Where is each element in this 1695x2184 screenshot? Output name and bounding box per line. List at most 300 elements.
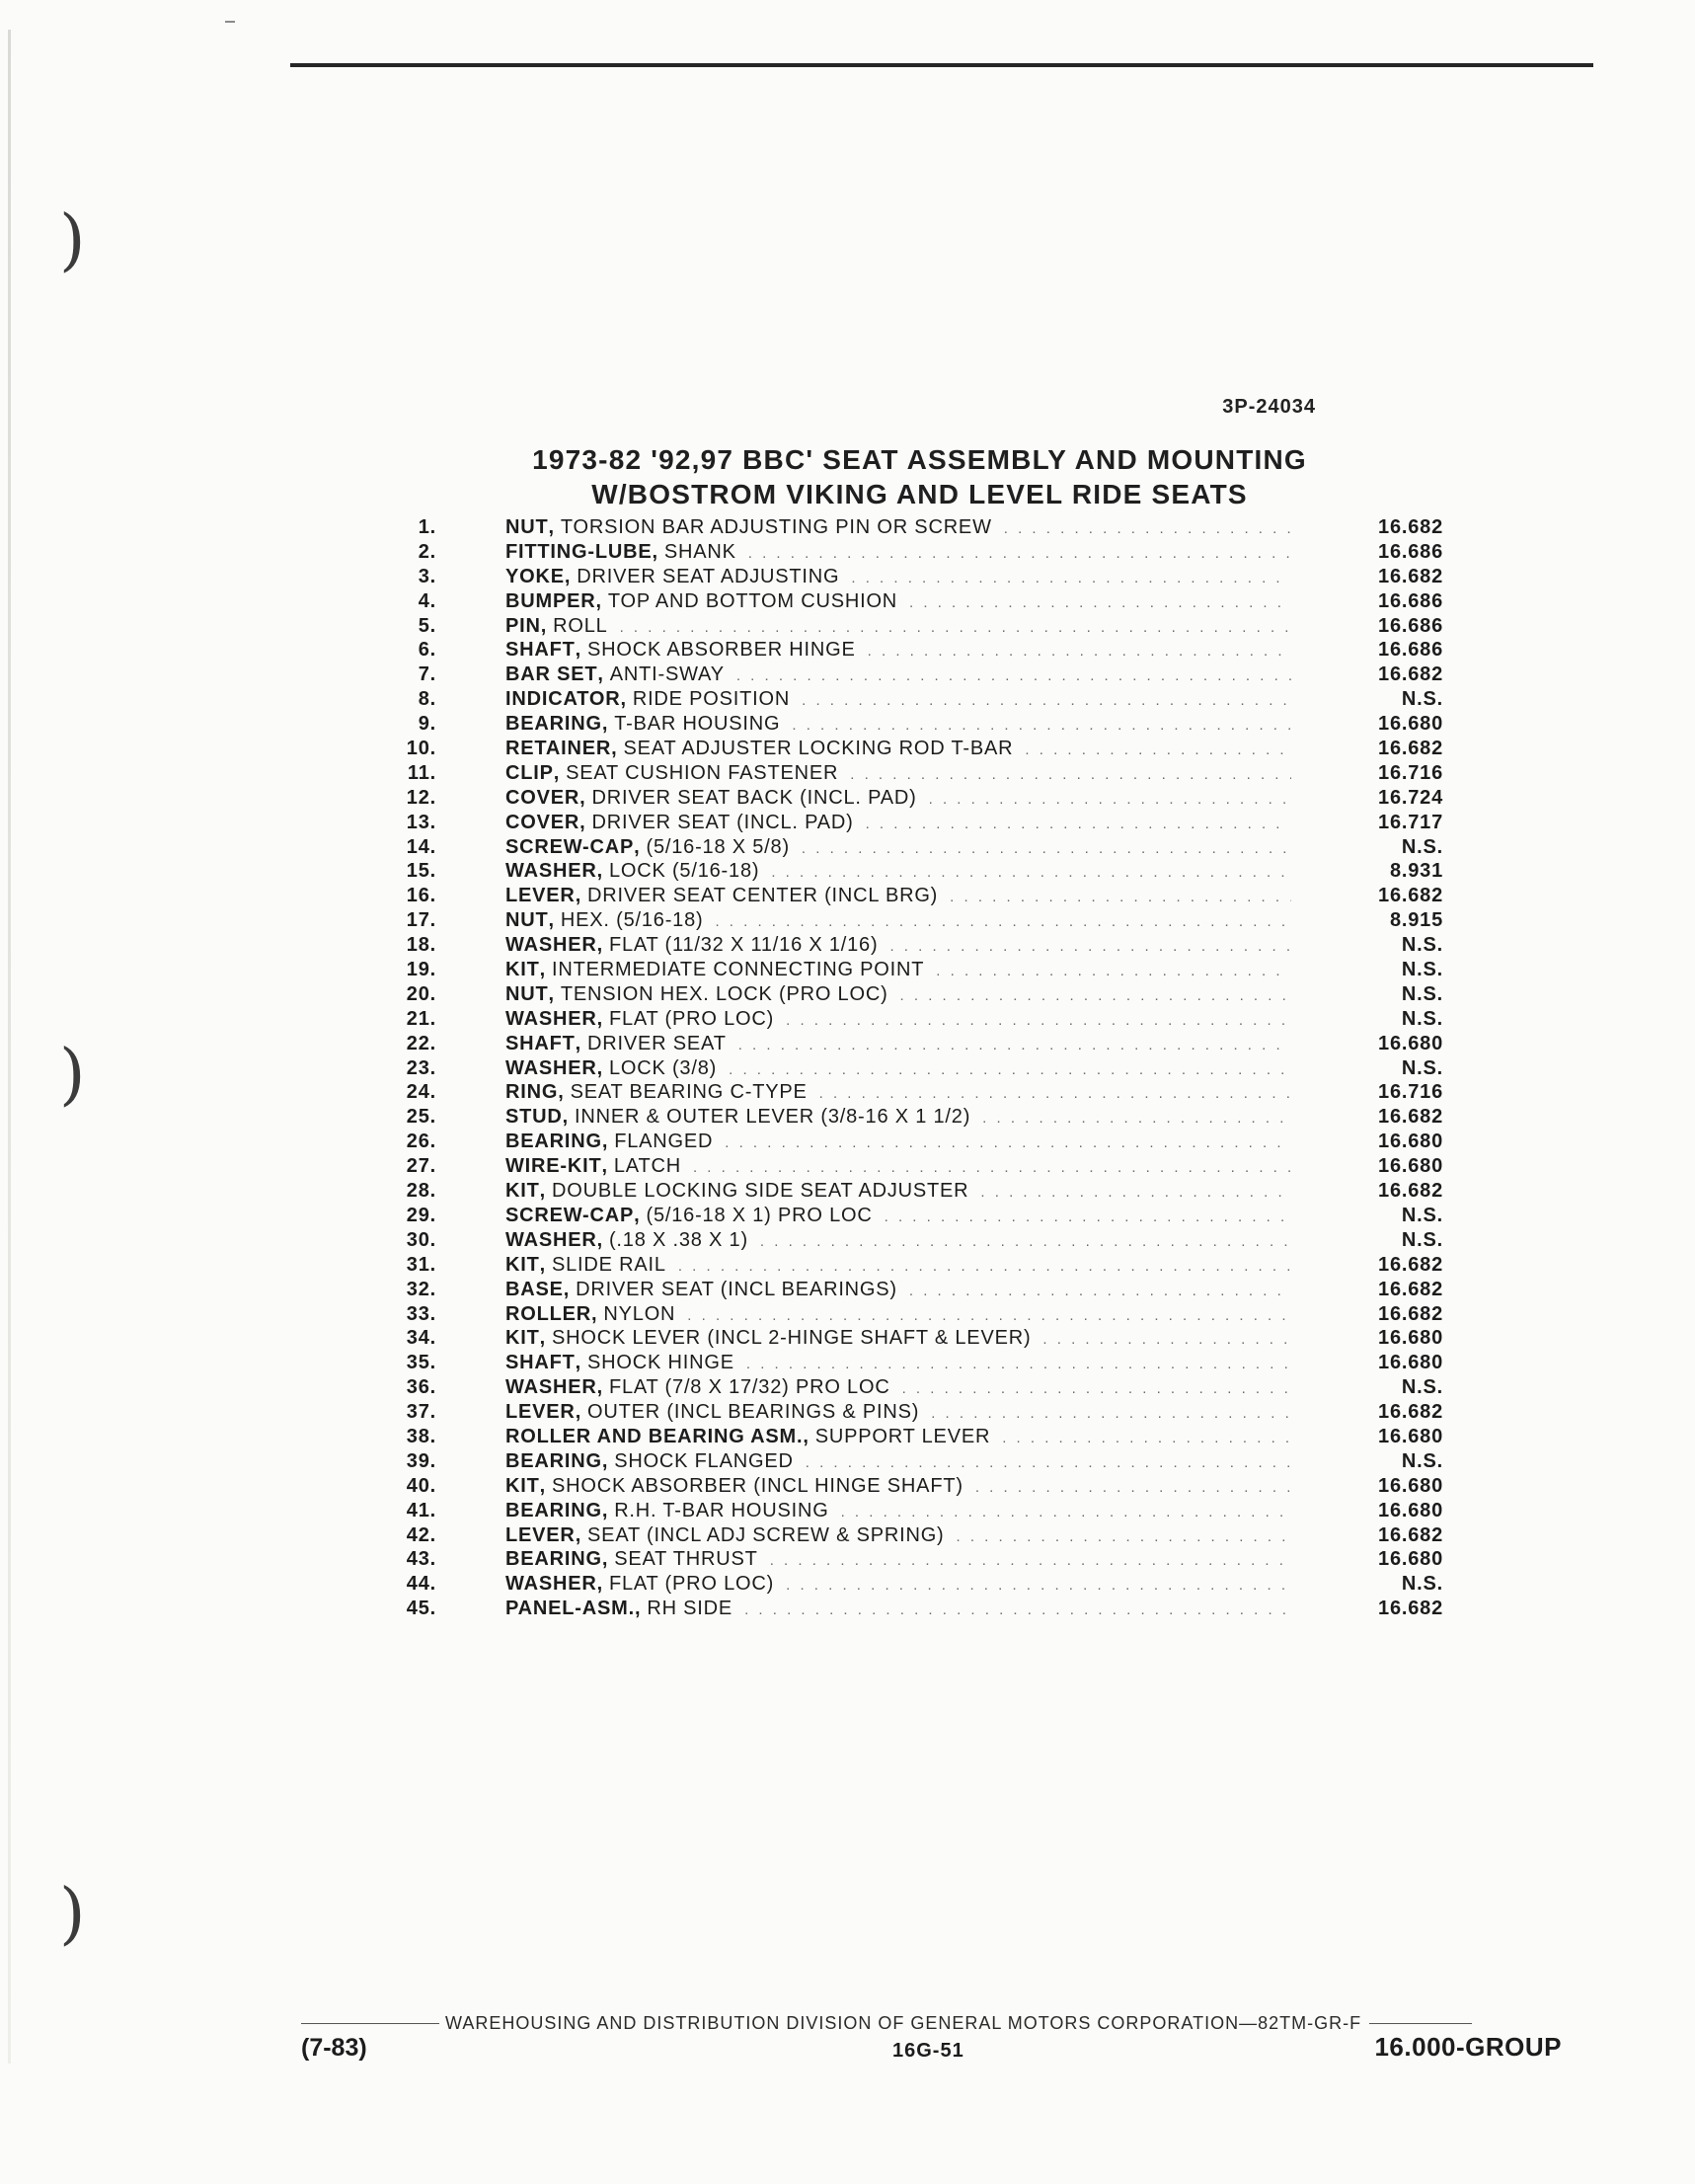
part-name: NUT [505,516,549,538]
part-description [505,1351,1295,1376]
part-description [505,589,1295,615]
part-number: 25. [406,1106,436,1129]
part-number: 35. [406,1352,436,1374]
part-description [505,1572,1295,1598]
part-row [385,663,1443,687]
part-name: BEARING [505,1449,602,1472]
leader-dots [931,1402,1291,1426]
part-name: BUMPER [505,589,596,612]
leader-dots [929,788,1291,812]
part-description [505,811,1295,836]
page-left-edge [8,30,11,2064]
part-description [505,1449,1295,1475]
part-group-number: N.S. [1401,688,1443,711]
part-number: 10. [406,738,436,760]
part-row [385,1253,1443,1278]
part-number: 36. [406,1376,436,1399]
part-separator: , [601,1155,608,1178]
part-detail: DRIVER SEAT (INCL BEARINGS) [576,1278,897,1300]
part-detail: LOCK (5/16-18) [608,860,760,883]
part-separator: , [596,934,603,957]
part-row [385,712,1443,737]
part-group-number: 16.682 [1378,1180,1443,1203]
part-row [385,1425,1443,1449]
part-row [385,1154,1443,1179]
part-number: 27. [406,1155,436,1178]
part-separator: , [539,1327,546,1350]
part-row [385,1547,1443,1572]
part-detail: SEAT CUSHION FASTENER [566,761,839,784]
part-separator: , [596,1007,603,1030]
part-group-number: 16.680 [1378,1131,1443,1153]
part-description [505,1400,1295,1426]
part-row [385,589,1443,614]
part-number: 11. [407,761,436,784]
part-row [385,1449,1443,1474]
part-description [505,638,1295,663]
part-row [385,1130,1443,1154]
part-separator: , [575,885,582,907]
part-description [505,908,1295,934]
leader-dots [620,616,1291,640]
part-group-number: 16.680 [1378,1352,1443,1374]
part-separator: , [564,565,572,587]
part-detail: SHOCK ABSORBER (INCL HINGE SHAFT) [551,1474,963,1497]
part-separator: , [601,1499,609,1521]
leader-dots [1004,517,1291,541]
leader-dots [744,1599,1291,1622]
part-group-number: 16.680 [1378,1327,1443,1350]
leader-dots [693,1156,1291,1180]
part-separator: , [539,959,546,981]
leader-dots [1042,1328,1291,1352]
part-name: BAR SET [505,663,598,686]
part-description [505,958,1295,983]
part-separator: , [601,713,609,736]
part-group-number: N.S. [1401,1449,1443,1472]
part-group-number: 16.682 [1378,885,1443,907]
part-name: LEVER [505,885,576,907]
part-row [385,1204,1443,1228]
footer-date: (7-83) [301,2034,367,2062]
part-row [385,1375,1443,1400]
part-separator: , [548,909,555,932]
leader-dots [786,1574,1291,1598]
part-number: 6. [418,639,436,662]
part-separator: , [539,1474,546,1497]
part-detail: T-BAR HOUSING [614,713,781,736]
part-number: 13. [406,811,436,833]
part-group-number: N.S. [1401,934,1443,957]
part-number: 18. [406,934,436,957]
part-number: 42. [406,1523,436,1546]
part-separator: , [579,811,586,833]
part-description [505,1523,1295,1549]
part-name: PANEL-ASM. [505,1598,635,1620]
part-group-number: 16.686 [1378,639,1443,662]
part-number: 3. [418,565,436,587]
part-row [385,1400,1443,1425]
part-description [505,1032,1295,1057]
part-group-number: N.S. [1401,959,1443,981]
part-group-number: 16.686 [1378,589,1443,612]
part-name: PIN [505,614,541,637]
footer-distribution-line [301,2013,1565,2034]
part-row [385,958,1443,982]
leader-dots [841,1501,1291,1524]
part-separator: , [579,786,586,809]
leader-dots [806,1451,1291,1475]
part-group-number: 16.682 [1378,738,1443,760]
part-name: LEVER [505,1523,576,1546]
part-description [505,1130,1295,1155]
part-number: 21. [406,1007,436,1030]
part-name: KIT [505,1253,540,1276]
part-group-number: N.S. [1401,1228,1443,1251]
part-group-number: 16.682 [1378,516,1443,538]
part-name: WASHER [505,1007,597,1030]
part-name: SCREW-CAP [505,1204,635,1226]
part-number: 28. [406,1180,436,1203]
part-name: YOKE [505,565,565,587]
part-number: 5. [418,614,436,637]
part-number: 40. [406,1474,436,1497]
part-detail: LOCK (3/8) [608,1056,718,1079]
leader-dots [819,1082,1291,1106]
part-row [385,1007,1443,1032]
leader-dots [771,861,1291,885]
part-number: 39. [406,1449,436,1472]
part-detail: SUPPORT LEVER [814,1425,991,1447]
part-description [505,1499,1295,1524]
part-description [505,1007,1295,1033]
part-detail: FLAT (PRO LOC) [608,1573,775,1596]
part-number: 14. [406,835,436,858]
part-name: COVER [505,786,580,809]
part-row [385,1597,1443,1621]
part-number: 22. [406,1032,436,1054]
part-separator: , [591,1302,598,1325]
binder-hole-mark: ) [59,1036,86,1114]
part-group-number: N.S. [1401,835,1443,858]
part-detail: SHOCK ABSORBER HINGE [587,639,856,662]
part-description [505,540,1295,566]
part-number: 38. [406,1425,436,1447]
part-group-number: N.S. [1401,1376,1443,1399]
footer-page-number: 16G-51 [892,2040,964,2062]
part-group-number: 16.680 [1378,713,1443,736]
part-description [505,1597,1295,1622]
part-row [385,786,1443,811]
part-row [385,565,1443,589]
part-row [385,1499,1443,1523]
part-name: BEARING [505,713,602,736]
part-detail: ROLL [553,614,608,637]
part-number: 23. [406,1056,436,1079]
leader-dots [909,591,1291,615]
part-separator: , [601,1548,609,1571]
part-row [385,982,1443,1007]
part-number: 29. [406,1204,436,1226]
part-detail: DRIVER SEAT [587,1032,727,1054]
part-name: ROLLER [505,1302,592,1325]
part-separator: , [596,1056,603,1079]
part-row [385,908,1443,933]
leader-dots [980,1181,1291,1205]
leader-dots [868,640,1291,663]
part-number: 44. [406,1573,436,1596]
leader-dots [909,1280,1291,1303]
part-number: 15. [406,860,436,883]
part-detail: FLANGED [614,1131,714,1153]
part-separator: , [553,761,561,784]
part-row [385,1474,1443,1499]
part-number: 8. [418,688,436,711]
leader-dots [1002,1427,1291,1450]
part-name: KIT [505,959,540,981]
leader-dots [678,1255,1291,1279]
header-rule [290,63,1593,67]
part-separator: , [634,835,641,858]
part-name: NUT [505,982,549,1005]
part-name: BEARING [505,1131,602,1153]
part-row [385,687,1443,712]
part-row [385,859,1443,884]
part-name: SHAFT [505,1352,576,1374]
part-number: 37. [406,1401,436,1424]
part-detail: SHOCK HINGE [587,1352,734,1374]
part-group-number: 16.682 [1378,1253,1443,1276]
part-name: BASE [505,1278,564,1300]
part-group-number: 8.915 [1389,909,1443,932]
part-group-number: 16.682 [1378,1401,1443,1424]
part-group-number: N.S. [1401,1204,1443,1226]
part-detail: SHOCK FLANGED [614,1449,794,1472]
part-separator: , [611,738,618,760]
part-row [385,1351,1443,1375]
part-description [505,1302,1295,1328]
part-description [505,1253,1295,1279]
part-description [505,1326,1295,1352]
part-separator: , [601,1131,609,1153]
part-separator: , [652,540,658,563]
leader-dots [866,813,1291,836]
part-number: 4. [418,589,436,612]
footer-rule [301,2023,439,2024]
part-name: INDICATOR [505,688,621,711]
part-separator: , [562,1106,570,1129]
part-detail: SHOCK LEVER (INCL 2-HINGE SHAFT & LEVER) [551,1327,1032,1350]
part-description [505,835,1295,861]
leader-dots [729,1058,1291,1082]
part-row [385,638,1443,663]
part-group-number: 16.686 [1378,614,1443,637]
part-row [385,1278,1443,1302]
leader-dots [738,1034,1291,1057]
part-row [385,1056,1443,1081]
part-separator: , [596,1573,603,1596]
part-description [505,1204,1295,1229]
part-name: WIRE-KIT [505,1155,602,1178]
illustration-ref-number: 3P-24034 [1222,396,1316,418]
part-detail: FLAT (PRO LOC) [608,1007,775,1030]
part-group-number: 16.680 [1378,1474,1443,1497]
part-description [505,614,1295,640]
part-row [385,761,1443,786]
part-name: WASHER [505,860,597,883]
part-name: SCREW-CAP [505,835,635,858]
part-detail: TOP AND BOTTOM CUSHION [607,589,898,612]
part-group-number: 16.716 [1378,761,1443,784]
part-description [505,884,1295,909]
part-row [385,737,1443,761]
part-row [385,811,1443,835]
leader-dots [889,935,1291,959]
part-name: FITTING-LUBE [505,540,653,563]
part-description [505,1474,1295,1500]
part-separator: , [540,614,548,637]
leader-dots [748,542,1291,566]
part-name: STUD [505,1106,563,1129]
page-title-line-1: 1973-82 '92,97 BBC' SEAT ASSEMBLY AND MOUNTING [532,444,1307,475]
part-description [505,737,1295,762]
part-detail: (5/16-18 X 5/8) [646,835,790,858]
part-detail: NYLON [603,1302,676,1325]
part-detail: FLAT (7/8 X 17/32) PRO LOC [608,1376,890,1399]
part-detail: SLIDE RAIL [551,1253,666,1276]
part-row [385,1228,1443,1253]
part-detail: SEAT BEARING C-TYPE [570,1081,808,1104]
part-detail: DRIVER SEAT ADJUSTING [577,565,840,587]
part-group-number: 8.931 [1389,860,1443,883]
part-number: 2. [418,540,436,563]
part-row [385,933,1443,958]
part-name: CLIP [505,761,554,784]
leader-dots [885,1206,1291,1229]
part-row [385,1080,1443,1105]
part-description [505,1228,1295,1254]
part-row [385,884,1443,908]
part-separator: , [548,516,555,538]
part-detail: TORSION BAR ADJUSTING PIN OR SCREW [560,516,992,538]
leader-dots [687,1304,1291,1328]
part-group-number: 16.680 [1378,1032,1443,1054]
part-separator: , [575,1401,582,1424]
part-name: RETAINER [505,738,612,760]
page-title-line-2: W/BOSTROM VIKING AND LEVEL RIDE SEATS [591,479,1248,509]
part-description [505,1547,1295,1573]
part-separator: , [596,1376,603,1399]
part-description [505,1154,1295,1180]
part-group-number: 16.682 [1378,1278,1443,1300]
leader-dots [725,1131,1291,1155]
part-group-number: N.S. [1401,1573,1443,1596]
part-name: WASHER [505,1376,597,1399]
part-detail: TENSION HEX. LOCK (PRO LOC) [560,982,888,1005]
part-number: 17. [406,909,436,932]
part-detail: RH SIDE [647,1598,733,1620]
part-group-number: 16.680 [1378,1499,1443,1521]
part-detail: LATCH [613,1155,681,1178]
part-detail: RIDE POSITION [632,688,791,711]
leader-dots [760,1230,1291,1254]
part-separator: , [634,1598,642,1620]
part-name: ROLLER AND BEARING ASM. [505,1425,804,1447]
part-name: RING [505,1081,559,1104]
part-number: 19. [406,959,436,981]
part-number: 12. [406,786,436,809]
top-mark [225,21,235,23]
part-row [385,1032,1443,1056]
leader-dots [802,837,1291,861]
part-description [505,786,1295,812]
part-description [505,1105,1295,1131]
part-number: 24. [406,1081,436,1104]
part-name: WASHER [505,1228,597,1251]
part-group-number: 16.680 [1378,1548,1443,1571]
leader-dots [786,1009,1291,1033]
part-separator: , [575,639,582,662]
part-detail: DRIVER SEAT (INCL. PAD) [591,811,854,833]
part-description [505,1375,1295,1401]
part-description [505,933,1295,959]
part-detail: DRIVER SEAT BACK (INCL. PAD) [591,786,917,809]
part-group-number: 16.680 [1378,1155,1443,1178]
part-detail: OUTER (INCL BEARINGS & PINS) [587,1401,920,1424]
part-separator: , [558,1081,565,1104]
part-name: NUT [505,909,549,932]
part-description [505,859,1295,885]
part-group-number: 16.724 [1378,786,1443,809]
binder-hole-mark: ) [59,1875,86,1953]
part-detail: SEAT ADJUSTER LOCKING ROD T-BAR [623,738,1014,760]
part-row [385,1179,1443,1204]
part-group-number: 16.682 [1378,1598,1443,1620]
part-row [385,515,1443,540]
part-description [505,1080,1295,1106]
leader-dots [770,1549,1291,1573]
part-group-number: 16.682 [1378,663,1443,686]
part-name: KIT [505,1180,540,1203]
part-separator: , [563,1278,571,1300]
part-detail: DRIVER SEAT CENTER (INCL BRG) [587,885,939,907]
part-description [505,761,1295,787]
part-row [385,1105,1443,1130]
leader-dots [736,664,1291,688]
part-number: 1. [418,516,436,538]
part-number: 33. [406,1302,436,1325]
footer-rule [1369,2023,1472,2024]
leader-dots [936,960,1291,983]
part-row [385,1572,1443,1597]
part-description [505,712,1295,738]
part-name: BEARING [505,1499,602,1521]
part-detail: R.H. T-BAR HOUSING [614,1499,829,1521]
part-separator: , [620,688,627,711]
part-separator: , [575,1032,582,1054]
part-group-number: 16.716 [1378,1081,1443,1104]
part-separator: , [803,1425,809,1447]
part-separator: , [596,1228,603,1251]
part-name: WASHER [505,1573,597,1596]
part-description [505,1056,1295,1082]
leader-dots [975,1476,1291,1500]
part-separator: , [597,663,604,686]
part-name: COVER [505,811,580,833]
part-group-number: 16.680 [1378,1425,1443,1447]
leader-dots [851,567,1291,590]
part-row [385,614,1443,639]
